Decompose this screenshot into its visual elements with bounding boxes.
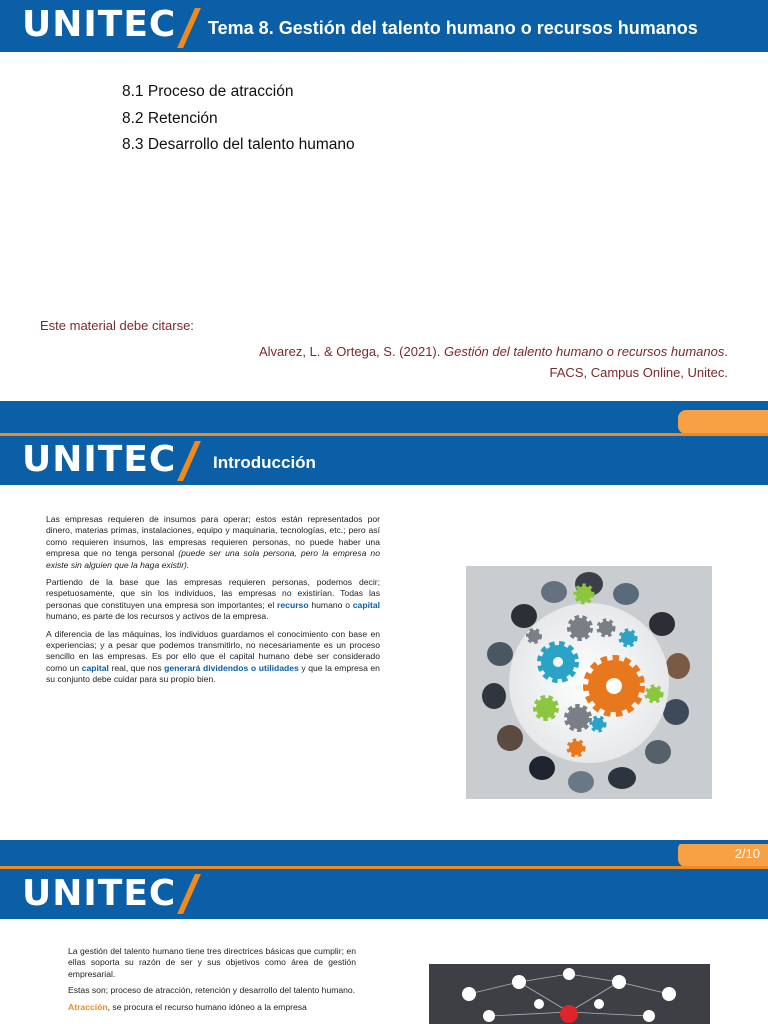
unitec-logo: UNITEC	[22, 873, 177, 914]
page-number-tab	[678, 844, 768, 867]
slide-1-title: Tema 8. Gestión del talento humano o recursos humanos	[208, 18, 698, 38]
network-people-image	[429, 964, 710, 1024]
slide-2-title: Introducción	[213, 453, 316, 472]
slide-2-top-tab	[678, 410, 768, 434]
intro-paragraph-3: A diferencia de las máquinas, los individuos guardamos el conocimiento con base en experiencias; y a pesar que podemos transmitirlo, no necesariamente es un proceso sencillo en las empresas. Es por ello que el capital humano debe ser considerado como un capital real, que nos generará dividendos o utilidades y que la empresa en su conjunto debe cuidar para su propio bien.	[46, 628, 380, 685]
cite-authors: Alvarez, L. & Ortega, S. (2021).	[259, 344, 444, 359]
slide-3-header	[0, 869, 768, 919]
logo-slash	[177, 441, 201, 481]
slide-2-top-bar	[0, 408, 768, 434]
slide-3	[0, 844, 768, 1024]
page-number: 2/10	[734, 846, 760, 861]
slide-2-header	[0, 436, 768, 485]
unitec-logo: UNITEC	[22, 439, 177, 480]
topic-item-1: 8.1 Proceso de atracción	[122, 83, 294, 100]
topic-list	[122, 79, 355, 159]
logo-slash	[177, 874, 201, 914]
slide-1	[0, 0, 768, 408]
intro-paragraph-1: Las empresas requieren de insumos para operar; estos están representados por dinero, materias primas, instalaciones, equipo y maquinaria, tecnologías, etc.; pero así como requieren insumos, las empresas requieren personas, no puede haber una empresa que no tenga personal (puede ser una sola persona, pero la empresa no existe sin alguien que la haga existir).	[46, 514, 380, 570]
topic-item-2: 8.2 Retención	[122, 109, 218, 127]
unitec-logo: UNITEC	[22, 4, 177, 45]
network-illustration	[429, 964, 710, 1024]
citation	[259, 341, 728, 383]
teamwork-gears-image	[466, 566, 712, 799]
slide-2	[0, 408, 768, 844]
slide-3-paragraph-3: Atracción, se procura el recurso humano idóneo a la empresa	[68, 1001, 307, 1012]
intro-paragraph-2: Partiendo de la base que las empresas requieren personas, podemos decir; respetuosamente, que sin los individuos, las empresas no existirían. Todas las personas que constituyen una empresa son importantes; el recurso humano o capital humano, es parte de los recursos y activos de la empresa.	[46, 577, 380, 622]
topic-item-3: 8.3 Desarrollo del talento humano	[122, 136, 355, 153]
logo-slash	[177, 8, 201, 48]
slide-3-text	[68, 946, 356, 1019]
slide-1-footer-bar	[0, 401, 768, 408]
cite-line2: FACS, Campus Online, Unitec.	[549, 365, 728, 380]
slide-3-paragraph-2: Estas son; proceso de atracción, retención y desarrollo del talento humano.	[68, 985, 356, 996]
cite-label: Este material debe citarse:	[40, 318, 194, 333]
cite-end: .	[724, 344, 728, 359]
slide-1-header	[0, 0, 768, 52]
slide-3-paragraph-1: La gestión del talento humano tiene tres directrices básicas que cumplir; en ellas soporta su razón de ser y sus objetivos como área de gestión empresarial.	[68, 946, 356, 979]
intro-text	[46, 514, 380, 692]
cite-work: Gestión del talento humano o recursos humanos	[443, 344, 725, 359]
gears-illustration	[466, 566, 712, 799]
